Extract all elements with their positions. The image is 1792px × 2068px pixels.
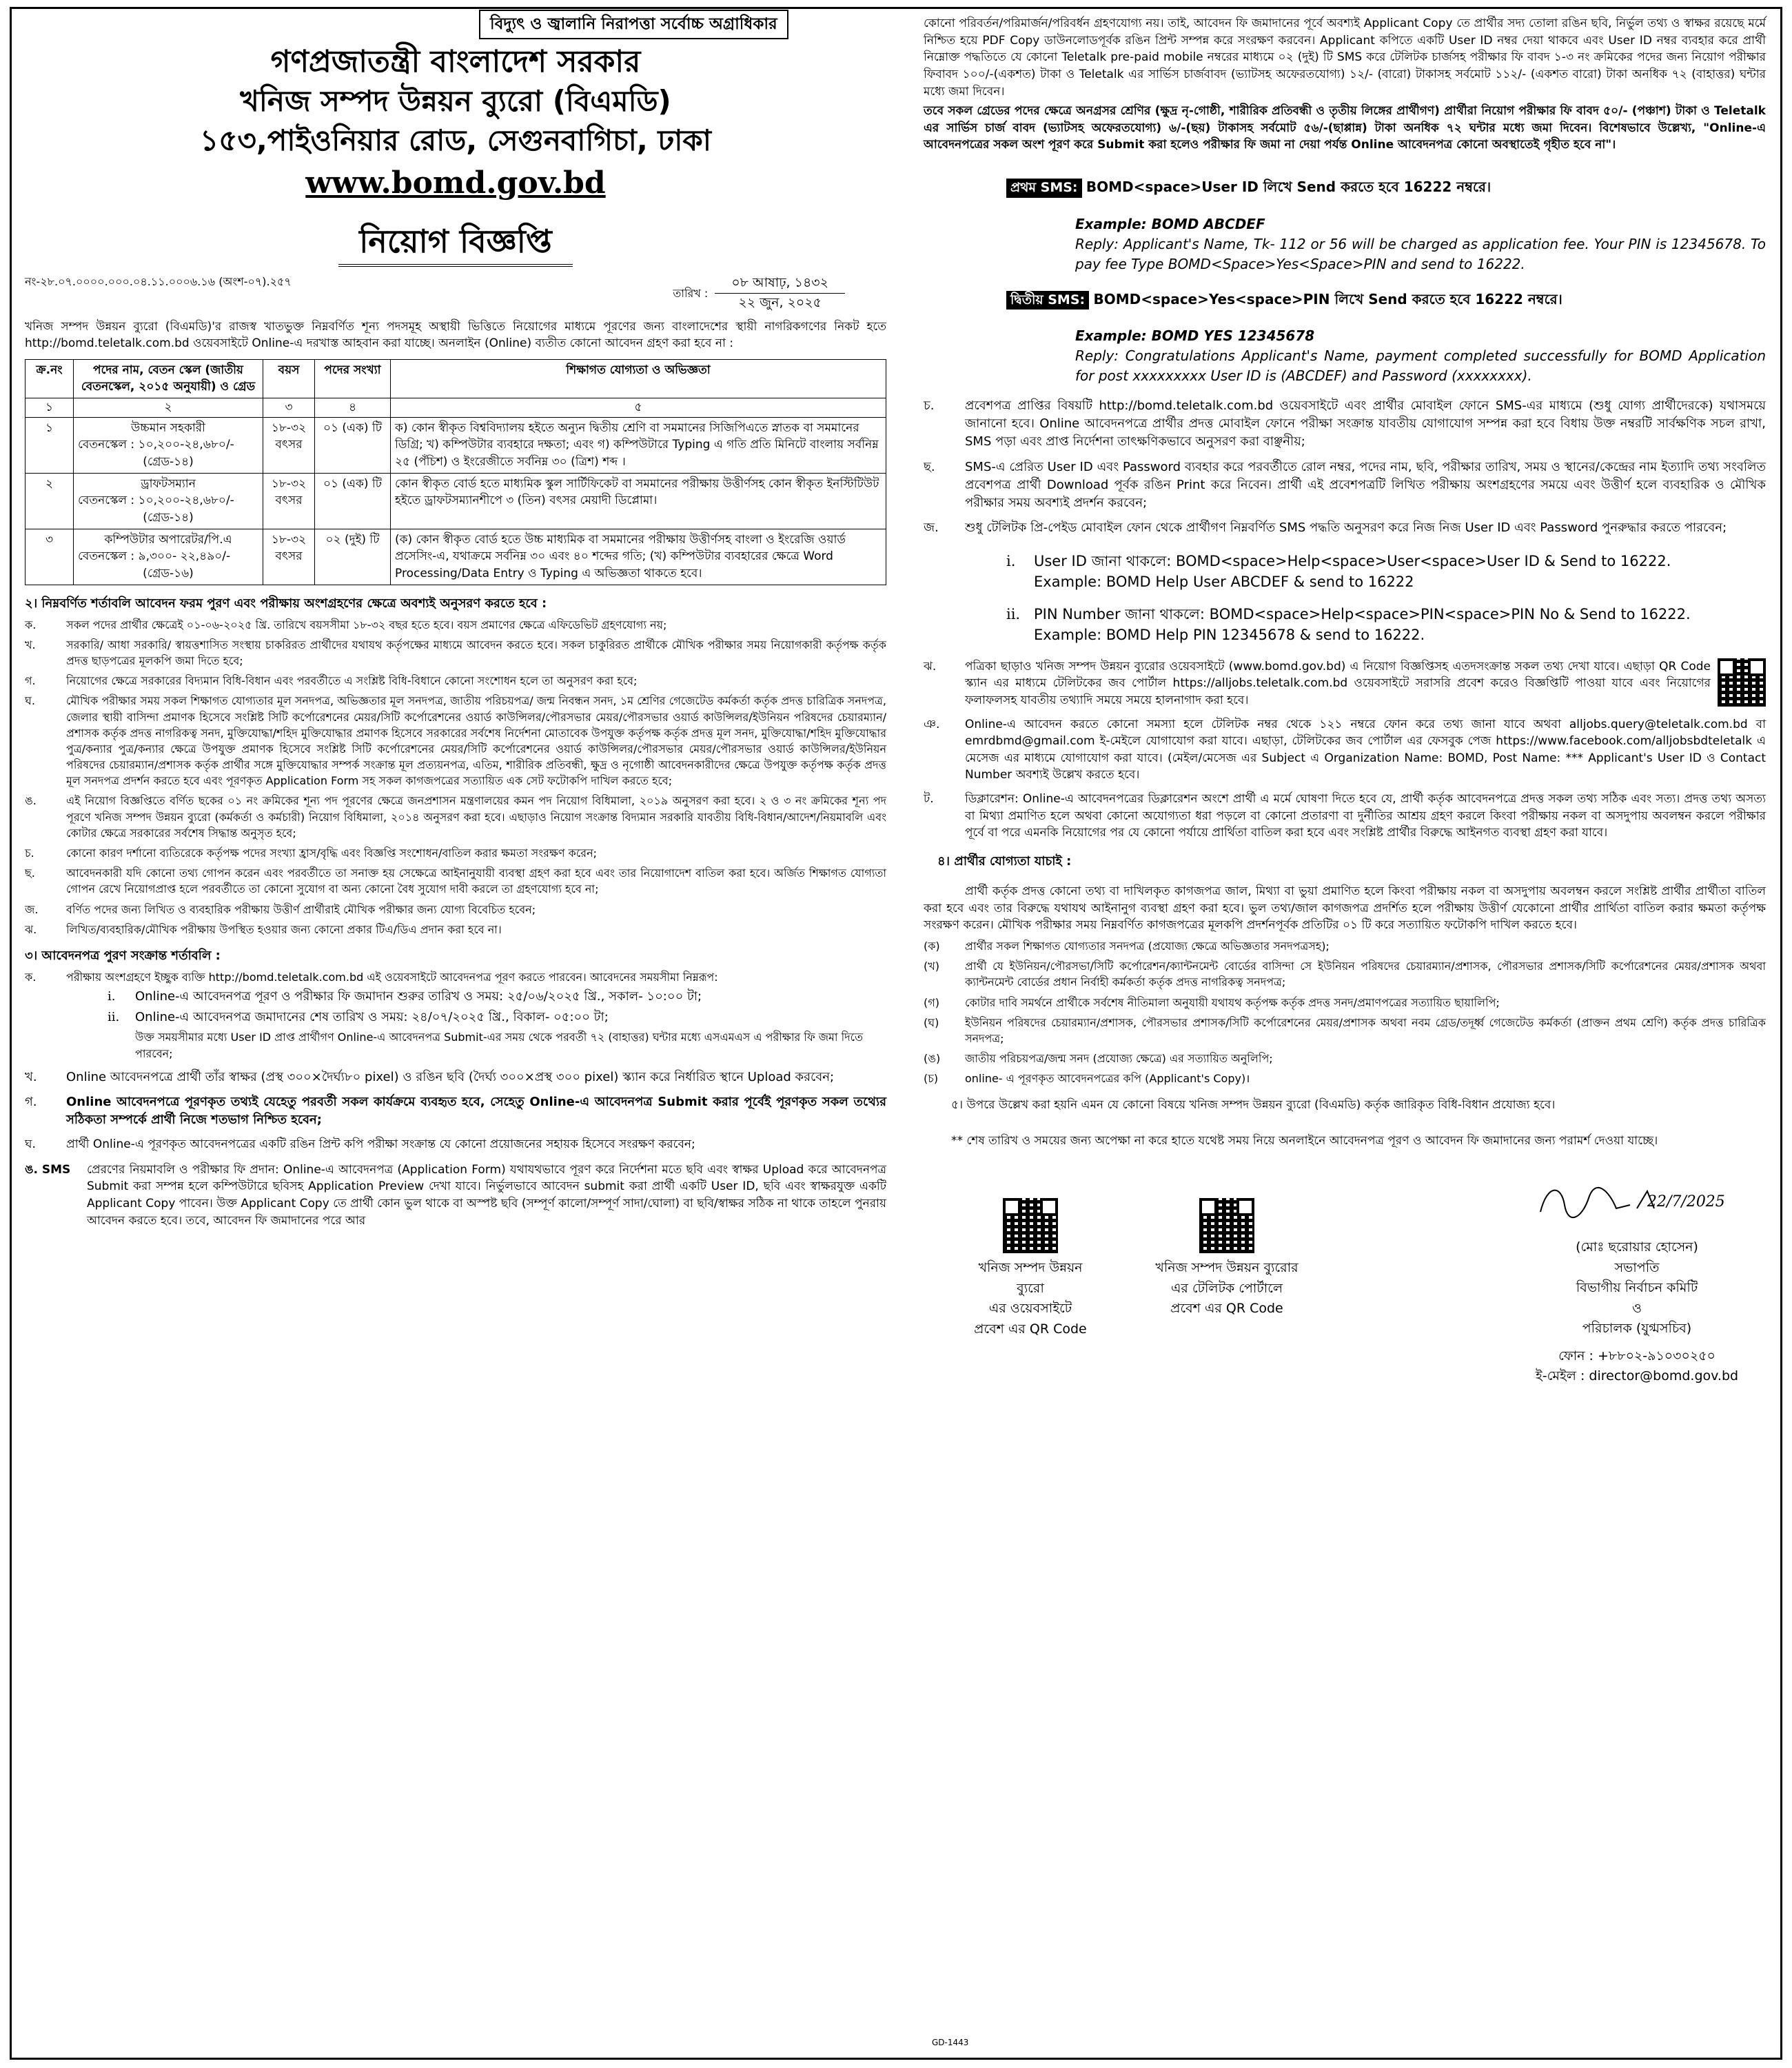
list-item: গ. Online আবেদনপত্রে পূরণকৃত তথ্যই যেহেতু পরবর্তী সকল কার্যক্রমে ব্যবহৃত হবে, সেহেতু Online-এ আবেদনপত্র Submit করার পূর্বেই পূরণকৃত সকল তথ্যের সঠিকতা সম্পর্কে প্রার্থী নিজে শতভাগ নিশ্চিত হবেন; <box>25 1094 886 1128</box>
reference-row <box>25 274 886 312</box>
intro-paragraph: খনিজ সম্পদ উন্নয়ন ব্যুরো (বিএমডি)'র রাজস্ব খাতভুক্ত নিম্নবর্ণিত শূন্য পদসমূহ অস্থায়ী ভিত্তিতে নিয়োগের মাধ্যমে পূরণের জন্য বাংলাদেশের স্থায়ী নাগরিকগণের নিকট হতে http://bomd.teletalk.com.bd ওয়েবসাইটে Online-এ দরখাস্ত আহবান করা যাচ্ছে। অনলাইন (Online) ব্যতীত কোনো আবেদন গ্রহণ করা হবে না : <box>25 319 886 351</box>
list-item: ঘ. প্রার্থী Online-এ পূরণকৃত আবেদনপত্রের একটি রঙিন প্রিন্ট কপি পরীক্ষা সংক্রান্ত যে কোনো প্রয়োজনের সহায়ক হিসেবে সংরক্ষণ করবেন; <box>25 1137 695 1152</box>
table-row: ৩ কম্পিউটার অপারেটর/পি.এ বেতনস্কেল : ৯,৩০০- ২২,৪৯০/- (গ্রেড-১৬) ১৮-৩২ বৎসর ০২ (দুই) টি (ক) কোন স্বীকৃত বোর্ড হতে উচ্চ মাধ্যমিক বা সমমানের পরীক্ষায় উত্তীর্ণসহ বাংলা ও ইংরেজি ওয়ার্ড প্রসেসিং-এ, যথাক্রমে সর্বনিম্ন ৩০ এবং ৪০ শব্দের গতি; (খ) কম্পিউটার ব্যবহারের ক্ষেত্রে Word Processing/Data Entry ও Typing এ অভিজ্ঞতা থাকতে হবে। <box>26 529 886 585</box>
list-item: ছ. SMS-এ প্রেরিত User ID এবং Password ব্যবহার করে পরবর্তীতে রোল নম্বর, পদের নাম, ছবি, পরীক্ষার তারিখ, সময় ও স্থানের/কেন্দ্রের নাম ইত্যাদি তথ্য সংবলিত প্রবেশপত্র প্রার্থী Download পূর্বক রঙিন Print করে নিবেন। প্রার্থী এই প্রবেশপত্রটি লিখিত পরীক্ষায় অংশগ্রহণের সময়ে এবং উত্তীর্ণ হলে ব্যবহারিক ও মৌখিক পরীক্ষার সময় অবশ্যই প্রদর্শন করবেন; <box>924 459 1766 510</box>
section5: ৫। উপরে উল্লেখ করা হয়নি এমন যে কোনো বিষয়ে খনিজ সম্পদ উন্নয়ন ব্যুরো (বিএমডি) কর্তৃক জারিকৃত বিধি-বিধান প্রযোজ্য হবে। <box>951 1097 1556 1112</box>
qr-block-teletalk: খনিজ সম্পদ উন্নয়ন ব্যুরোর এর টেলিটক পোর্টালে প্রবেশ এর QR Code <box>1130 1198 1323 1319</box>
section3-title: ৩। আবেদনপত্র পুরণ সংক্রান্ত শর্তাবলি : <box>25 948 221 963</box>
list-item: ঞ. Online-এ আবেদন করতে কোনো সমস্যা হলে টেলিটক নম্বর থেকে ১২১ নম্বরে ফোন করে তথ্য জানা যাবে অথবা alljobs.query@teletalk.com.bd বা emrdbmd@gmail.com ই-মেইলে যোগাযোগ করা যাবে। এছাড়া, টেলিটকের জব পোর্টাল এর ফেসবুক পেজ https://www.facebook.com/alljobsbdteletalk এ মেসেজ এর মাধ্যমে যোগাযোগ করা যাবে। (মেইল/মেসেজ এর Subject এ Organization Name: BOMD, Post Name: *** Applicant's User ID ও Contact Number অবশ্যই উল্লেখ করতে হবে। <box>924 717 1766 782</box>
list-item: (চ) online- এ পূরণকৃত আবেদনপত্রের কপি (Applicant's Copy)। <box>924 1072 1250 1086</box>
section2-title: ২। নিম্নবর্ণিত শর্তাবলি আবেদন ফরম পুরণ এবং পরীক্ষায় অংশগ্রহণের ক্ষেত্রে অবশ্যই অনুসরণ করতে হবে : <box>25 596 547 611</box>
sms2-instruction: দ্বিতীয় SMS: BOMD<space>Yes<space>PIN লিখে Send করতে হবে 16222 নম্বরে। <box>924 290 1766 310</box>
sms2-example: Example: BOMD YES 12345678 Reply: Congratulations Applicant's Name, payment completed successfully for BOMD Application for post xxxxxxxxx User ID is (ABCDEF) and Password (xxxxxxxx). <box>1075 327 1766 385</box>
qr-code-icon[interactable] <box>1199 1198 1254 1253</box>
section4-list <box>924 938 1766 1087</box>
col-header-post: পদের নাম, বেতন স্কেল (জাতীয় বেতনস্কেল, ২০১৫ অনুযায়ী) ও গ্রেড <box>74 359 263 398</box>
date-english: ২২ জুন, ২০২৫ <box>738 295 822 310</box>
table-row: ২ ড্রাফটসম্যান বেতনস্কেল : ১০,২০০-২৪,৬৮০/- (গ্রেড-১৪) ১৮-৩২ বৎসর ০১ (এক) টি কোন স্বীকৃত বোর্ড হতে মাধ্যমিক স্কুল সার্টিফিকেট বা সমমানের পরীক্ষায় উত্তীর্ণসহ কোন স্বীকৃত ইনস্টিটিউট হইতে ড্রাফটসম্যানশীপে ৩ (তিন) বৎসর মেয়াদী ডিপ্লোমা। <box>26 473 886 529</box>
sms2-tag: দ্বিতীয় SMS: <box>1006 291 1089 310</box>
left-column <box>25 15 886 1229</box>
list-item: ক. সকল পদের প্রার্থীর ক্ষেত্রেই ০১-০৬-২০২৫ খ্রি. তারিখে বয়সসীমা ১৮-৩২ বছর হতে হবে। বয়স প্রমাণের ক্ষেত্রে এফিডেভিট গ্রহণযোগ্য নয়; <box>25 618 667 631</box>
qr-code-icon[interactable] <box>1718 658 1766 707</box>
list-item: (ঙ) জাতীয় পরিচয়পত্র/জন্ম সনদ (প্রযোজ্য ক্ষেত্রে) এর সত্যায়িত অনুলিপি; <box>924 1052 1273 1066</box>
contact-email: ই-মেইল : director@bomd.gov.bd <box>1535 1368 1739 1384</box>
list-item: ঙ. এই নিয়োগ বিজ্ঞপ্তিতে বর্ণিত ছকের ০১ নং ক্রমিকের শূন্য পদ পূরণের ক্ষেত্রে জনপ্রশাসন মন্ত্রণালয়ের কমন পদ নিয়োগ বিধিমালা, ২০১৯ অনুসরণ করা হবে। ২ ও ৩ নং ক্রমিকের শূন্য পদ পূরণে খনিজ সম্পদ উন্নয়ন ব্যুরো (কর্মকর্তা ও কর্মচারী) নিয়োগ বিধিমালা, ২০১৪ অনুসরণ করা হবে। এছাড়াও নিয়োগ সংক্রান্ত বিদ্যমান সরকারি যাবতীয় বিধি-বিধান/আদেশ/নিয়মাবলি এবং কোটার ক্ষেত্রে সরকারের সর্বশেষ সিদ্ধান্ত অনুসৃত হবে; <box>25 794 886 840</box>
signatory-name: (মোঃ ছরোয়ার হোসেন) <box>1576 1239 1698 1255</box>
list-item: ii. Online-এ আবেদনপত্র জমাদানের শেষ তারিখ ও সময়: ২৪/০৭/২০২৫ খ্রি., বিকাল- ০৫:০০ টা; <box>108 1010 609 1025</box>
recovery-pin: ii. PIN Number জানা থাকলে: BOMD<space>Help<space>PIN<space>PIN No & Send to 16222. Example: BOMD Help PIN 12345678 & send to 16222. <box>1006 605 1691 644</box>
qr-code-icon[interactable] <box>1003 1198 1058 1253</box>
list-item: চ. কোনো কারণ দর্শানো ব্যতিরেকে কর্তৃপক্ষ পদের সংখ্যা হ্রাস/বৃদ্ধি এবং বিজ্ঞপ্তি সংশোধন/বাতিল করার ক্ষমতা সংরক্ষণ করেন; <box>25 847 598 860</box>
quota-fee-paragraph: তবে সকল গ্রেডের পদের ক্ষেত্রে অনগ্রসর শ্রেণির (ক্ষুদ্র নৃ-গোষ্ঠী, শারীরিক প্রতিবন্ধী ও তৃতীয় লিঙ্গের প্রার্থীগণ) প্রার্থীরা নিয়োগ পরীক্ষার ফি বাবদ ৫০/- (পঞ্চাশ) টাকা ও Teletalk এর সার্ভিস চার্জ বাবদ (ভ্যাটসহ অফেরতযোগ্য) ৬/-(ছয়) টাকাসহ সর্বমোট ৫৬/-(ছাপ্পান্ন) টাকা অনধিক ৭২ ঘন্টার মধ্যে জমা দিবেন। বিশেষভাবে উল্লেখ্য, "Online-এ আবেদনপত্রের সকল অংশ পূরণ করে Submit করা হলেও পরীক্ষার ফি জমা না দেয়া পর্যন্ত Online আবেদনপত্র কোনো অবস্থাতেই গৃহীত হবে না"। <box>924 104 1766 152</box>
right-column <box>924 15 1766 1460</box>
sms1-tag: প্রথম SMS: <box>1006 179 1082 198</box>
website-link[interactable]: www.bomd.gov.bd <box>305 165 606 201</box>
list-item: ঙ. SMS প্রেরণের নিয়মাবলি ও পরীক্ষার ফি প্রদান: Online-এ আবেদনপত্র (Application Form) যথাযথভাবে পূরণ করে নির্দেশনা মতে ছবি এবং স্বাক্ষর Upload করে আবেদনপত্র Submit করা সম্পন্ন হলে কম্পিউটারে ছবিসহ Application Preview দেখা যাবে। নির্ভুলভাবে আবেদন submit করা প্রার্থী একটি User ID, ছবি এবং স্বাক্ষরযুক্ত একটি Applicant Copy পাবেন। উক্ত Applicant Copy তে প্রার্থী কোন ভুল থাকে বা অস্পষ্ট ছবি (সম্পূর্ণ কালো/সম্পূর্ণ সাদা/ঘোলা) বা ছবি/স্বাক্ষর সঠিক না থাকে তাহলে পুনরায় আবেদন করতে হবে। তবে, আবেদন ফি জমাদানের পরে আর <box>25 1162 886 1228</box>
table-number-row: ১ ২ ৩ ৪ ৫ <box>26 398 886 418</box>
list-item: জ. বর্ণিত পদের জন্য লিখিত ও ব্যবহারিক পরীক্ষায় উত্তীর্ণ প্রার্থীরাই মৌখিক পরীক্ষার জন্য যোগ্য বিবেচিত হবেন; <box>25 902 536 916</box>
sms1-instruction: প্রথম SMS: BOMD<space>User ID লিখে Send করতে হবে 16222 নম্বরে। <box>924 177 1766 198</box>
list-item: চ. প্রবেশপত্র প্রাপ্তির বিষয়টি http://bomd.teletalk.com.bd ওয়েবসাইটে এবং প্রার্থীর মোবাইল ফোনে SMS-এর মাধ্যমে (শুধু যোগ্য প্রার্থীদেরকে) যথাসময়ে জানানো হবে। Online আবেদনপত্রে প্রার্থীর প্রদত্ত মোবাইল ফোনে পরীক্ষা সংক্রান্ত যাবতীয় যোগাযোগ সম্পন্ন করা হবে বিধায় উক্ত নম্বরটি সার্বক্ষণিক সচল রাখা, SMS পড়া এবং প্রাপ্ত নির্দেশনা তাৎক্ষণিকভাবে অনুসরণ করা বাঞ্ছনীয়; <box>924 398 1766 449</box>
list-item: গ. নিয়োগের ক্ষেত্রে সরকারের বিদ্যমান বিধি-বিধান এবং পরবর্তীতে এ সংশ্লিষ্ট বিধি-বিধানে কোনো সংশোধন হলে তা অনুসরণ করা হবে; <box>25 674 638 688</box>
notice-title: নিয়োগ বিজ্ঞপ্তি <box>338 219 573 267</box>
bureau-name: খনিজ সম্পদ উন্নয়ন ব্যুরো (বিএমডি) <box>240 84 671 119</box>
contact-phone: ফোন : +৮৮০২-৯১০৩০২৫০ <box>1558 1348 1715 1364</box>
memo-number: নং-২৮.০৭.০০০০.০০০.০৪.১১.০০০৬.১৬ (অংশ-০৭).২৫৭ <box>25 275 292 289</box>
signature-block: 22/7/2025 (মোঃ ছরোয়ার হোসেন) সভাপতি বিভাগীয় নির্বাচন কমিটি ও পরিচালক (যুগ্মসচিব) ফোন : +৮৮০২-৯১০৩০২৫০ ই-মেইল : director@bomd.gov.bd <box>1516 1177 1758 1387</box>
advice-note: ** শেষ তারিখ ও সময়ের জন্য অপেক্ষা না করে হাতে যথেষ্ট সময় নিয়ে অনলাইনে আবেদনপত্র পূরণ ও আবেদন ফি জমাদানের জন্য পরামর্শ দেওয়া যাচ্ছে। <box>951 1134 1658 1148</box>
list-item: ঝ. পত্রিকা ছাড়াও খনিজ সম্পদ উন্নয়ন ব্যুরোর ওয়েবসাইটে (www.bomd.gov.bd) এ নিয়োগ বিজ্ঞপ্তিসহ এতদসংক্রান্ত সকল তথ্য দেখা যাবে। এছাড়া QR Code স্ক্যান এর মাধ্যমে টেলিটকের জব পোর্টাল https://alljobs.teletalk.com.bd ওয়েবসাইটে সরাসরি প্রবেশ করেও বিজ্ঞপ্তিটি পাওয়া যাবে এবং নিয়োগের ফলাফলসহ যাবতীয় তথ্যাদি সময়ে সময়ে হালনাগাদ করা হবে। <box>924 659 1711 707</box>
list-item: (খ) প্রার্থী যে ইউনিয়ন/পৌরসভা/সিটি কর্পোরেশন/ক্যান্টনমেন্ট বোর্ডের বাসিন্দা সে ইউনিয়ন পরিষদের চেয়ারম্যান/প্রশাসক, পৌরসভার প্রশাসক/সিটি কর্পোরেশনের মেয়র/প্রশাসক অথবা ক্যান্টনমেন্ট বোর্ডের প্রধান নির্বাহী কর্মকর্তা কর্তৃক প্রদত্ত নাগরিকত্ব সনদপত্র; <box>924 960 1766 989</box>
list-item: i. Online-এ আবেদনপত্র পূরণ ও পরীক্ষার ফি জমাদান শুরুর তারিখ ও সময়: ২৫/০৬/২০২৫ খ্রি., সকাল- ১০:০০ টা; <box>108 989 702 1004</box>
section2-list <box>25 617 886 937</box>
list-item: (ঘ) ইউনিয়ন পরিষদের চেয়ারম্যান/প্রশাসক, পৌরসভার প্রশাসক/সিটি কর্পোরেশনের মেয়র/প্রশাসক অথবা নবম গ্রেড/তদূর্ধ্ব গেজেটেড কর্মকর্তা (প্রাক্তন প্রথম শ্রেণি) কর্তৃক প্রদত্ত চারিত্রিক সনদপত্র; <box>924 1015 1766 1045</box>
date-block <box>673 274 845 312</box>
list-item: (ক) প্রার্থীর সকল শিক্ষাগত যোগ্যতার সনদপত্র (প্রযোজ্য ক্ষেত্রে অভিজ্ঞতার সনদপত্রসহ); <box>924 940 1330 953</box>
section4-title: ৪। প্রার্থীর যোগ্যতা যাচাই : <box>937 854 1072 869</box>
col-header-qualification: শিক্ষাগত যোগ্যতা ও অভিজ্ঞতা <box>391 359 886 398</box>
list-item: ক. পরীক্ষায় অংশগ্রহণে ইচ্ছুক ব্যক্তি http://bomd.teletalk.com.bd এই ওয়েবসাইটে আবেদনপত্র পূরণ করতে পারবেন। আবেদনের সময়সীমা নিম্নরূপ: <box>25 971 718 984</box>
footer-code: GD-1443 <box>932 2038 969 2047</box>
recovery-user-id: i. User ID জানা থাকলে: BOMD<space>Help<space>User<space>User ID & Send to 16222. Example: BOMD Help User ABCDEF & send to 16222 <box>1006 552 1671 591</box>
col-header-count: পদের সংখ্যা <box>315 359 391 398</box>
bureau-address: ১৫৩,পাইওনিয়ার রোড, সেগুনবাগিচা, ঢাকা <box>200 123 711 158</box>
date-label: তারিখ : <box>673 286 709 300</box>
list-item: ঝ. লিখিত/ব্যবহারিক/মৌখিক পরীক্ষায় উপস্থিত হওয়ার জন্য কোনো প্রকার টিএ/ডিএ প্রদান করা হবে না। <box>25 922 502 936</box>
date-bangla: ০৮ আষাঢ়, ১৪৩২ <box>715 274 845 294</box>
list-item: (গ) কোটার দাবি সমর্থনে প্রার্থীকে সর্বশেষ নীতিমালা অনুযায়ী যথাযথ কর্তৃপক্ষ কর্তৃক প্রদত্ত সনদ/প্রমাণপত্রের সত্যায়িত ছায়ালিপি; <box>924 995 1500 1009</box>
header <box>25 41 886 206</box>
col-header-sl: ক্র.নং <box>26 359 74 398</box>
signature-date: 22/7/2025 <box>1647 1193 1725 1210</box>
sms1-example: Example: BOMD ABCDEF Reply: Applicant's Name, Tk- 112 or 56 will be charged as application fee. Your PIN is 12345678. To pay fee Type BOMD<Space>Yes<Space>PIN and send to 16222. <box>1075 215 1766 272</box>
deadline-note: উক্ত সময়সীমার মধ্যে User ID প্রাপ্ত প্রার্থীগণ Online-এ আবেদনপত্র Submit-এর সময় থেকে পরবর্তী ৭২ (বাহাত্তর) ঘন্টার মধ্যে এসএমএস এ পরীক্ষার ফি জমা দিতে পারবেন; <box>135 1031 864 1060</box>
government-name: গণপ্রজাতন্ত্রী বাংলাদেশ সরকার <box>270 44 641 79</box>
list-item: ট. ডিক্লারেশন: Online-এ আবেদনপত্রের ডিক্লারেশন অংশে প্রার্থী এ মর্মে ঘোষণা দিতে হবে যে, প্রার্থী কর্তৃক আবেদনপত্রে প্রদত্ত সকল তথ্য সঠিক এবং সত্য। প্রদত্ত তথ্য অসত্য বা মিথ্যা প্রমাণিত হলে অথবা কোনো অযোগ্যতা ধরা পড়লে বা কোনো প্রতারণা বা দুর্নীতির আশ্রয় গ্রহণ করলে কিংবা পরীক্ষায় নকল বা অসদুপায় অবলম্বন করলে পরীক্ষার পূর্বে বা পরে এমনকি নিয়োগের পর যে কোনো পর্যায়ে প্রার্থিতা বাতিল করা হবে এবং সংশ্লিষ্ট প্রার্থীর বিরুদ্ধে আইনগত ব্যবস্থা গ্রহণ করা যাবে। <box>924 792 1766 840</box>
list-item: খ. সরকারি/ আধা সরকারি/ স্বায়ত্তশাসিত সংস্থায় চাকরিরত প্রার্থীদের যথাযথ কর্তৃপক্ষের মাধ্যমে আবেদন করতে হবে। সকল চাকুরিরত প্রার্থীকে মৌখিক পরীক্ষার সময় নিয়োগকারী কর্তৃপক্ষ কর্তৃক প্রদত্ত ছাড়পত্রের মূলকপি জমা দিতে হবে; <box>25 638 886 667</box>
list-item: ঘ. মৌখিক পরীক্ষার সময় সকল শিক্ষাগত যোগ্যতার মূল সনদপত্র, অভিজ্ঞতার মূল সনদপত্র, জাতীয় পরিচয়পত্র/ জন্ম নিবন্ধন সনদ, ১ম শ্রেণির গেজেটেড কর্মকর্তা কর্তৃক প্রদত্ত চারিত্রিক সনদপত্র, জেলার স্থায়ী বাসিন্দা প্রমাণক হিসেবে সংশ্লিষ্ট সিটি কর্পোরেশনের মেয়র/সিটি কর্পোরেশনের ওয়ার্ড কাউন্সিলর/পৌরসভার মেয়র/পৌরসভার ওয়ার্ড কাউন্সিলর/ইউনিয়ন পরিষদের চেয়ারম্যান/প্রশাসক কর্তৃক প্রদত্ত নাগরিকত্ব সনদ, মুক্তিযোদ্ধা/শহিদ মুক্তিযোদ্ধার প্রমাণক হিসেবে সরকারের সর্বশেষ নির্দেশনা মোতাবেক উপযুক্ত কর্তৃপক্ষ কর্তৃক প্রদত্ত মূল সনদ, মুক্তিযোদ্ধা/শহিদ মুক্তিযোদ্ধার পুত্র/কন্যার পুত্র/কন্যার ক্ষেত্রে উপযুক্ত প্রমাণক হিসেবে সংশ্লিষ্ট সিটি কর্পোরেশনের মেয়র/সিটি কর্পোরেশনের ওয়ার্ড কাউন্সিলর/পৌরসভার মেয়র/পৌরসভার ওয়ার্ড কাউন্সিলর/ইউনিয়ন পরিষদের চেয়ারম্যান/প্রশাসক কর্তৃক প্রার্থীর সঙ্গে মুক্তিযোদ্ধার সম্পর্ক সংক্রান্ত মূল প্রত্যয়নপত্র, এতিম, শারীরিক প্রতিবন্ধী, ক্ষুদ্র ও নৃগোষ্ঠী আবেদনকারীদের ক্ষেত্রে উপযুক্ত কর্তৃপক্ষ কর্তৃক প্রদত্ত মূল সনদপত্র প্রদর্শন করতে হবে এবং পূরণকৃত Application Form সহ সকল কাগজপত্রের সত্যায়িত এক সেট ফটোকপি দাখিল করতে হবে; <box>25 694 886 788</box>
section4-paragraph: প্রার্থী কর্তৃক প্রদত্ত কোনো তথ্য বা দাখিলকৃত কাগজপত্র জাল, মিথ্যা বা ভুয়া প্রমাণিত হলে কিংবা পরীক্ষায় নকল বা অসদুপায় অবলম্বন করলে সংশ্লিষ্ট প্রার্থীর প্রার্থীতা বাতিল করা হবে এবং তার বিরুদ্ধে যথাযথ আইনানুগ ব্যবস্থা গ্রহণ করা হবে। ভুল তথ্য/জাল কাগজপত্র প্রদর্শিত হলে পরীক্ষায় উত্তীর্ণ যেকোনো প্রার্থীর প্রার্থিতা বাতিল করার ক্ষমতা কর্তৃপক্ষ সংরক্ষণ করেন। মৌখিক পরীক্ষার সময় নিম্নবর্ণিত কাগজপত্রের মূলকপি প্রদর্শনপূর্বক প্রতিটির ০১ টি করে সত্যায়িত ফটোকপি দাখিল করতে হবে। <box>924 884 1766 933</box>
list-item: খ. Online আবেদনপত্রে প্রার্থী তাঁর স্বাক্ষর (প্রস্থ ৩০০×দৈর্ঘ্য৮০ pixel) ও রঙিন ছবি (দৈর্ঘ্য ৩০০×প্রস্থ ৩০০ pixel) স্ক্যান করে নির্ধারিত স্থানে Upload করবেন; <box>25 1069 835 1084</box>
list-item: ছ. আবেদনকারী যদি কোনো তথ্য গোপন করেন এবং পরবর্তীতে তা সনাক্ত হয় সেক্ষেত্রে আইনানুযায়ী ব্যবস্থা গ্রহণ করা হবে এবং তার নিয়োগাদেশ বাতিল করা হবে। অর্জিত শিক্ষাগত যোগ্যতা গোপন রেখে নিয়োগপ্রাপ্ত হলে পরবর্তীতে তা কোনো সুযোগ বা অন্য কোনো বৈধ সুযোগ দাবী করলে তা গ্রহণযোগ্য হবে না; <box>25 866 886 896</box>
table-row: ১ উচ্চমান সহকারী বেতনস্কেল : ১০,২০০-২৪,৬৮০/- (গ্রেড-১৪) ১৮-৩২ বৎসর ০১ (এক) টি ক) কোন স্বীকৃত বিশ্ববিদ্যালয় হইতে অন্যুন দ্বিতীয় শ্রেণি বা সমমানের সিজিপিএতে স্নাতক বা সমমানের ডিগ্রি; খ) কম্পিউটার ব্যবহারে দক্ষতা; এবং গ) কম্পিউটারে Typing এ গতি প্রতি মিনিটে বাংলায় সর্বনিম্ন ২৫ (পঁচিশ) ও ইংরেজীতে সর্বনিম্ন ৩০ (ত্রিশ) শব্দ । <box>26 417 886 473</box>
qr-block-website: খনিজ সম্পদ উন্নয়ন ব্যুরো এর ওয়েবসাইটে প্রবেশ এর QR Code <box>951 1198 1110 1339</box>
list-item: জ. শুধু টেলিটক প্রি-পেইড মোবাইল ফোন থেকে প্রার্থীগণ নিম্নবর্ণিত SMS পদ্ধতি অনুসরণ করে নিজ নিজ User ID এবং Password পুনরুদ্ধার করতে পারবেন; <box>924 520 1727 535</box>
vacancy-table <box>25 359 886 585</box>
footer-block <box>924 1170 1766 1460</box>
col-header-age: বয়স <box>263 359 315 398</box>
fee-paragraph: কোনো পরিবর্তন/পরিমার্জন/পরিবর্ধন গ্রহণযোগ্য নয়। তাই, আবেদন ফি জমাদানের পূর্বে অবশ্যই Applicant Copy তে প্রার্থীর সদ্য তোলা রঙিন ছবি, নির্ভুল তথ্য ও স্বাক্ষর রয়েছে মর্মে নিশ্চিত হয়ে PDF Copy ডাউনলোডপূর্বক রঙিন প্রিন্ট সম্পন্ন করে সংরক্ষণ করবেন। Applicant কপিতে একটি User ID নম্বর দেয়া থাকবে এবং User ID নম্বর ব্যবহার করে প্রার্থী নিম্নোক্ত পদ্ধতিতে যে কোনো Teletalk pre-paid mobile নম্বরের মাধ্যমে ০২ (দুই) টি SMS করে টেলিটক চার্জসহ পরীক্ষার ফি বাবদ ১-৩ নং ক্রমিকের পদের জন্য নিয়োগ পরীক্ষার ফিবাবদ ১০০/-(একশত) টাকা ও Teletalk এর সার্ভিস চার্জবাবদ (ভ্যাটসহ অফেরতযোগ্য) ১২/- (বারো) টাকাসহ সর্বমোট ১১২/- (একশত বারো) টাকা অনধিক ৭২ (বাহাত্তর) ঘন্টার মধ্যে জমা দিবেন। <box>924 17 1766 99</box>
priority-banner: বিদ্যুৎ ও জ্বালানি নিরাপত্তা সর্বোচ্চ অগ্রাধিকার <box>479 10 788 39</box>
